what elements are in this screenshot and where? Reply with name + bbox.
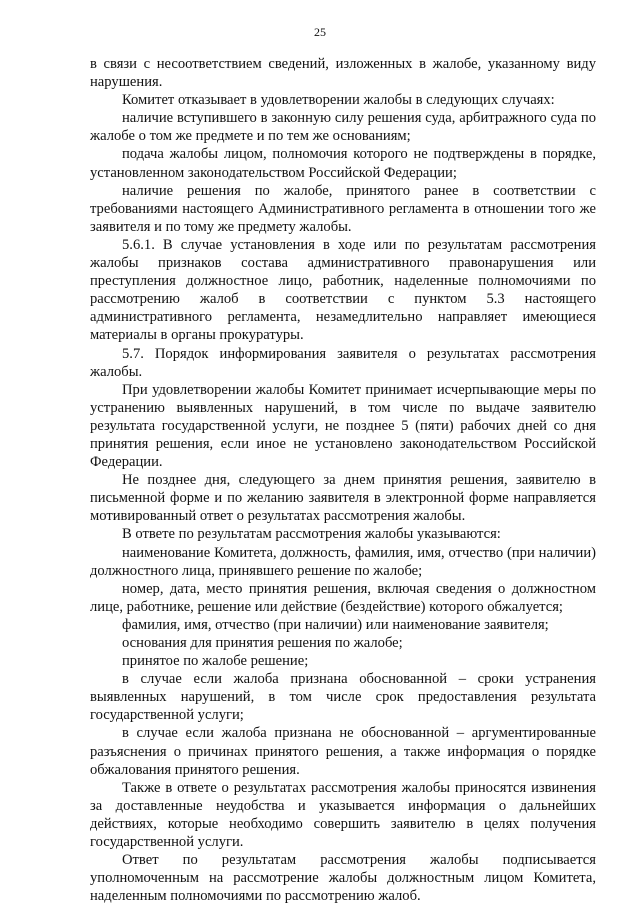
paragraph: подача жалобы лицом, полномочия которого не подтверждены в порядке, установленном законодательством Российской Федерации;	[90, 146, 596, 181]
paragraph: 5.7. Порядок информирования заявителя о результатах рассмотрения жалобы.	[90, 345, 596, 380]
paragraph: Также в ответе о результатах рассмотрения жалобы приносятся извинения за доставленные неудобства и указывается информация о дальнейших действиях, которые необходимо совершить заявителю в целях получения государственной услуги.	[90, 779, 596, 851]
paragraph: Комитет отказывает в удовлетворении жалобы в следующих случаях:	[122, 92, 555, 109]
paragraph: Ответ по результатам рассмотрения жалобы подписывается уполномоченным на рассмотрение жалобы должностным лицом Комитета, наделенным полномочиями по рассмотрению жалоб.	[90, 852, 596, 905]
paragraph: В ответе по результатам рассмотрения жалобы указываются:	[122, 526, 501, 543]
paragraph: в связи с несоответствием сведений, изложенных в жалобе, указанному виду нарушения.	[90, 56, 596, 91]
paragraph: в случае если жалоба признана не обоснованной – аргументированные разъяснения о причинах принятого решения, а также информация о порядке обжалования принятого решения.	[90, 725, 596, 778]
paragraph: основания для принятия решения по жалобе;	[122, 635, 403, 651]
paragraph: принятое по жалобе решение;	[122, 653, 309, 670]
paragraph: 5.6.1. В случае установления в ходе или по результатам рассмотрения жалобы признаков состава административного правонарушения или преступления должностное лицо, работник, наделенные полномочиями по рассмотрению жалоб в соответствии с пунктом 5.3 настоящего административного регламента, незамедлительно направляет имеющиеся материалы в органы прокуратуры.	[90, 236, 596, 344]
paragraph: наличие вступившего в законную силу решения суда, арбитражного суда по жалобе о том же предмете и по тем же основаниям;	[90, 110, 596, 145]
paragraph: номер, дата, место принятия решения, включая сведения о должностном лице, работнике, решение или действие (бездействие) которого обжалуется;	[90, 580, 596, 615]
page-number: 25	[314, 25, 326, 39]
paragraph: наименование Комитета, должность, фамилия, имя, отчество (при наличии) должностного лица, принявшего решение по жалобе;	[90, 544, 596, 579]
paragraph: При удовлетворении жалобы Комитет принимает исчерпывающие меры по устранению выявленных нарушений, в том числе по выдаче заявителю результата государственной услуги, не позднее 5 (пяти) рабочих дней со дня принятия решения, если иное не установлено законодательством Российской Федерации.	[90, 381, 596, 471]
paragraph: фамилия, имя, отчество (при наличии) или наименование заявителя;	[122, 616, 549, 633]
paragraph: Не позднее дня, следующего за днем принятия решения, заявителю в письменной форме и по желанию заявителя в электронной форме направляется мотивированный ответ о результатах рассмотрения жалобы.	[90, 472, 596, 525]
paragraph: в случае если жалоба признана обоснованной – сроки устранения выявленных нарушений, в том числе срок предоставления результата государственной услуги;	[90, 671, 596, 724]
body-text	[90, 55, 596, 905]
paragraph: наличие решения по жалобе, принятого ранее в соответствии с требованиями настоящего Административного регламента в отношении того же заявителя и по тому же предмету жалобы.	[90, 182, 596, 235]
